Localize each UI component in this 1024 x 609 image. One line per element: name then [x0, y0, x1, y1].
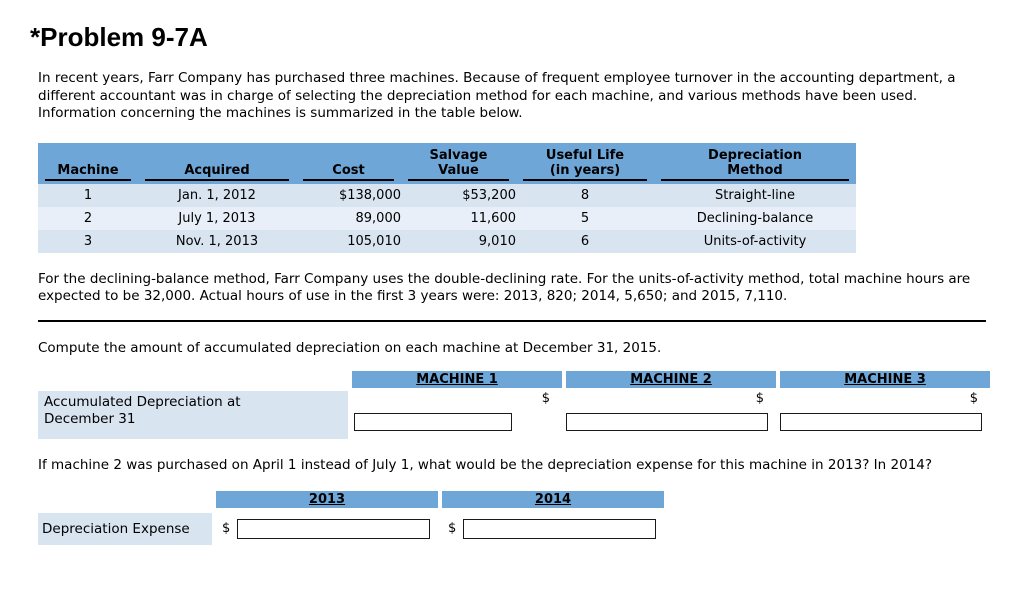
dollar-sign: $ — [541, 391, 550, 406]
column-header-useful-life: Useful Life (in years) — [516, 143, 654, 184]
cell-useful-life: 8 — [580, 187, 590, 203]
depreciation-expense-table — [38, 491, 1024, 545]
cell-machine-number: 2 — [83, 210, 93, 226]
cell-machine-number: 1 — [83, 187, 93, 203]
expense-2013-input[interactable] — [237, 519, 430, 539]
year-2014-header: 2014 — [442, 491, 664, 508]
machine-3-header: MACHINE 3 — [780, 371, 990, 388]
accum-table-body-row — [38, 391, 1024, 439]
expense-table-body-row — [38, 513, 1024, 545]
machine-1-answer-cell — [352, 391, 562, 439]
column-header-depreciation-method: Depreciation Method — [654, 143, 856, 184]
cell-acquired: Nov. 1, 2013 — [175, 233, 259, 249]
dollar-sign: $ — [969, 391, 978, 406]
cell-acquired: Jan. 1, 2012 — [178, 187, 256, 203]
accum-row-label: Accumulated Depreciation at December 31 — [38, 391, 348, 439]
machine-2-accum-input[interactable] — [566, 413, 768, 431]
machines-table — [38, 143, 856, 253]
cell-acquired: July 1, 2013 — [178, 210, 256, 226]
machine-row-3 — [38, 230, 856, 253]
expense-2014-input[interactable] — [463, 519, 656, 539]
cell-depreciation-method: Straight-line — [714, 187, 795, 203]
machine-1-accum-input[interactable] — [354, 413, 512, 431]
cell-cost: $138,000 — [338, 187, 401, 203]
section-divider — [38, 320, 986, 322]
header-spacer — [38, 371, 348, 388]
cell-useful-life: 5 — [580, 210, 590, 226]
column-header-cost: Cost — [296, 143, 401, 184]
question-2: If machine 2 was purchased on April 1 instead of July 1, what would be the depreciation expense for this machine in 2013? In 2014? — [38, 457, 933, 473]
cell-useful-life: 6 — [580, 233, 590, 249]
cell-salvage-value: 11,600 — [470, 210, 516, 226]
machine-row-2 — [38, 207, 856, 230]
machine-row-1 — [38, 184, 856, 207]
machine-2-answer-cell — [566, 391, 776, 439]
expense-row-label: Depreciation Expense — [38, 513, 212, 545]
expense-2013-cell — [216, 513, 438, 545]
machine-2-header: MACHINE 2 — [566, 371, 776, 388]
dollar-sign: $ — [448, 521, 457, 536]
accumulated-depreciation-table — [38, 371, 1024, 439]
column-header-acquired: Acquired — [138, 143, 296, 184]
header-spacer — [38, 491, 212, 508]
dollar-sign: $ — [222, 521, 231, 536]
cell-depreciation-method: Units-of-activity — [703, 233, 807, 249]
machine-1-header: MACHINE 1 — [352, 371, 562, 388]
column-header-salvage-value: Salvage Value — [401, 143, 516, 184]
year-2013-header: 2013 — [216, 491, 438, 508]
question-1: Compute the amount of accumulated depreciation on each machine at December 31, 2015. — [38, 339, 662, 356]
cell-machine-number: 3 — [83, 233, 93, 249]
cell-salvage-value: 9,010 — [478, 233, 516, 249]
machine-3-accum-input[interactable] — [780, 413, 982, 431]
cell-cost: 89,000 — [355, 210, 401, 226]
expense-table-header-row — [38, 491, 1024, 508]
dollar-sign: $ — [755, 391, 764, 406]
machine-3-answer-cell — [780, 391, 990, 439]
expense-2014-cell — [442, 513, 664, 545]
cell-salvage-value: $53,200 — [462, 187, 516, 203]
page-title: *Problem 9-7A — [30, 22, 208, 52]
intro-paragraph: In recent years, Farr Company has purchased three machines. Because of frequent employee turnover in the accounting department, a different accountant was in charge of selecting the depreciation method for each machine, and various methods have been used. Information concerning the machines is summarized in the table below. — [38, 70, 956, 121]
cell-cost: 105,010 — [347, 233, 401, 249]
accum-table-header-row — [38, 371, 1024, 388]
cell-depreciation-method: Declining-balance — [696, 210, 814, 226]
machines-table-header-row — [38, 143, 856, 184]
note-paragraph: For the declining-balance method, Farr Company uses the double-declining rate. For the units-of-activity method, total machine hours are expected to be 32,000. Actual hours of use in the first 3 years were: 2013, 820; 2014, 5,650; and 2015, 7,110. — [38, 270, 971, 304]
column-header-machine: Machine — [38, 143, 138, 184]
